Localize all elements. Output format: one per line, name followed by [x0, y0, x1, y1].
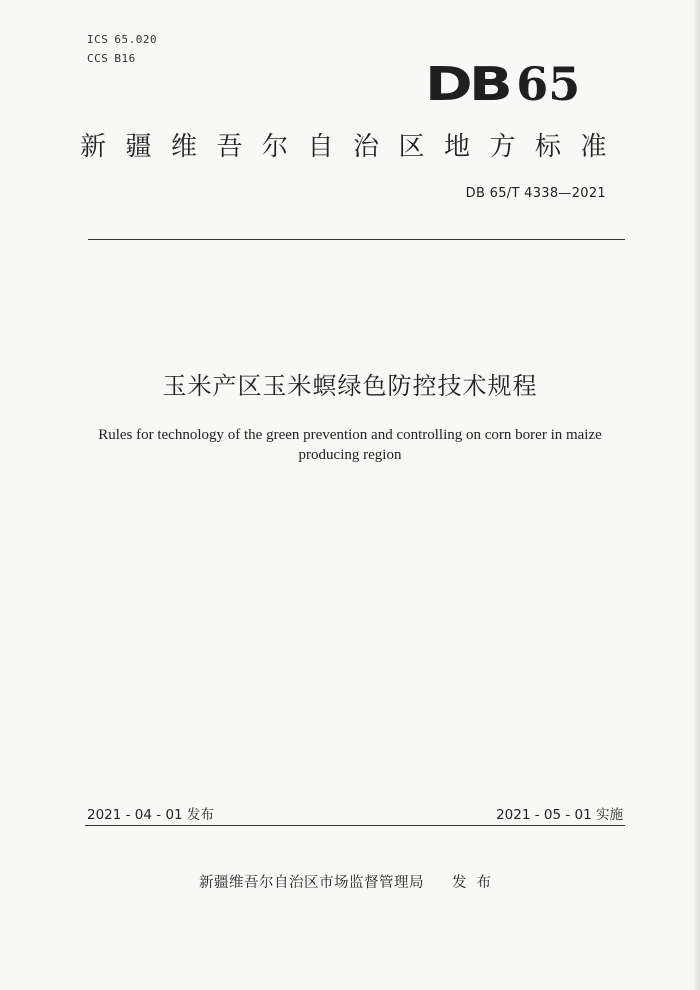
issuing-authority — [0, 871, 700, 892]
scan-edge-shadow — [694, 0, 700, 990]
standard-number: DB 65/T 4338—2021 — [465, 186, 606, 201]
english-title-line-2: producing region — [298, 447, 402, 463]
footer-divider — [85, 825, 625, 826]
ics-code: 65.020 — [114, 33, 158, 46]
english-title-line-1: Rules for technology of the green prevention and controlling on corn borer in maize — [98, 427, 602, 443]
implementation-date: 2021 - 05 - 01 实施 — [496, 807, 623, 823]
db-logo-letters: DB — [425, 57, 510, 111]
issuer-action: 发布 — [452, 875, 501, 891]
ccs-classification — [87, 52, 136, 65]
document-title-chinese: 玉米产区玉米螟绿色防控技术规程 — [162, 372, 538, 400]
db-logo-number: 65 — [516, 57, 581, 111]
issuer-name: 新疆维吾尔自治区市场监督管理局 — [199, 875, 424, 891]
ics-classification — [87, 33, 157, 46]
ccs-label: CCS — [87, 52, 109, 65]
document-title-english — [50, 425, 650, 465]
issue-date: 2021 - 04 - 01 发布 — [87, 807, 214, 823]
db-standard-logo — [425, 58, 580, 110]
header-divider — [88, 239, 625, 240]
ccs-code: B16 — [114, 52, 136, 65]
ics-label: ICS — [87, 33, 109, 46]
standard-type-heading: 新疆维吾尔自治区地方标准 — [80, 132, 627, 162]
